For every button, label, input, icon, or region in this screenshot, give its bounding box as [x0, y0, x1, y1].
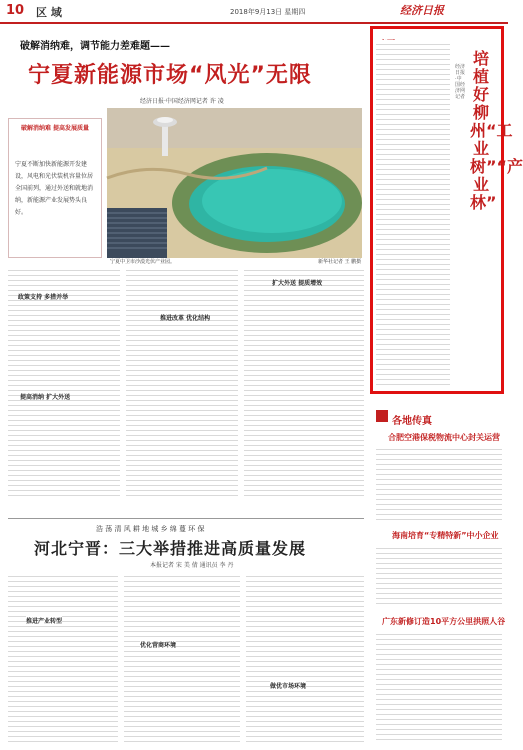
- pull-quote-text: 宁夏不断加快新能源开发建设，风电和光伏装机容量位居全国前列，通过外送和就地消纳，新能源产业发展势头良好。: [15, 161, 94, 216]
- second-subhead-3: 做优市场环境: [270, 683, 307, 690]
- solar-park-aerial-image: [107, 108, 362, 258]
- section-divider: [8, 518, 364, 519]
- masthead-logo: 经济日报: [400, 4, 444, 17]
- news-body-3: [376, 630, 502, 742]
- section-marker-icon: [376, 410, 388, 422]
- lead-subhead-3: 推进改革 优化结构: [160, 315, 211, 322]
- second-headline: 河北宁晋：三大举措推进高质量发展: [34, 539, 307, 558]
- news-section-title: 各地传真: [392, 416, 432, 427]
- sidebar-body: [376, 40, 450, 386]
- lead-subhead-2: 提高消纳 扩大外送: [20, 394, 71, 401]
- news-body-2: [376, 544, 502, 604]
- second-body-column-3: [246, 572, 364, 744]
- lead-headline: 宁夏新能源市场“风光”无限: [28, 63, 312, 88]
- issue-date: 2018年9月13日 星期四: [230, 8, 306, 16]
- second-subhead-1: 推进产业转型: [26, 618, 63, 625]
- pull-quote-title: 破解消纳难 提高发展质量: [20, 125, 90, 132]
- lead-body-column-2: [126, 266, 238, 496]
- lead-byline: 经济日报·中国经济网记者 许 凌: [140, 98, 224, 105]
- news-headline-3: 广东新修订造10平方公里拱照人谷: [382, 617, 506, 626]
- photo-caption: 宁夏中卫市沙漠光伏产业园。: [110, 259, 176, 265]
- second-subhead-2: 优化营商环境: [140, 642, 177, 649]
- lead-subhead-4: 扩大外送 提质增效: [272, 280, 323, 287]
- lead-kicker: 破解消纳难，调节能力差难题——: [20, 41, 170, 52]
- news-body-1: [376, 445, 502, 523]
- lead-subhead-1: 政策支持 多措并举: [18, 294, 69, 301]
- pull-quote-box: [8, 118, 102, 258]
- section-title: 区 域: [36, 6, 62, 19]
- second-kicker: 浩 荡 清 风 耕 地 城 乡 绵 蔓 环 保: [96, 525, 205, 533]
- lead-photo: [107, 108, 362, 258]
- second-byline: 本报记者 宋 美 倩 通讯员 李 丹: [150, 562, 234, 569]
- sidebar-headline: 培植好柳州“工业树”“产业林”: [470, 49, 523, 212]
- news-headline-1: 合肥空港保税物流中心封关运营: [388, 433, 500, 442]
- news-headline-2: 海南培育“专精特新”中小企业: [392, 531, 499, 540]
- photo-credit: 新华社记者 王 鹏摄: [318, 259, 362, 265]
- second-body-column-2: [124, 572, 240, 744]
- second-body-column-1: [8, 572, 118, 744]
- page-number: 10: [6, 3, 25, 18]
- lead-body-column-3: [244, 266, 364, 496]
- sidebar-byline: 经济日报·中国经济网记者: [455, 64, 466, 100]
